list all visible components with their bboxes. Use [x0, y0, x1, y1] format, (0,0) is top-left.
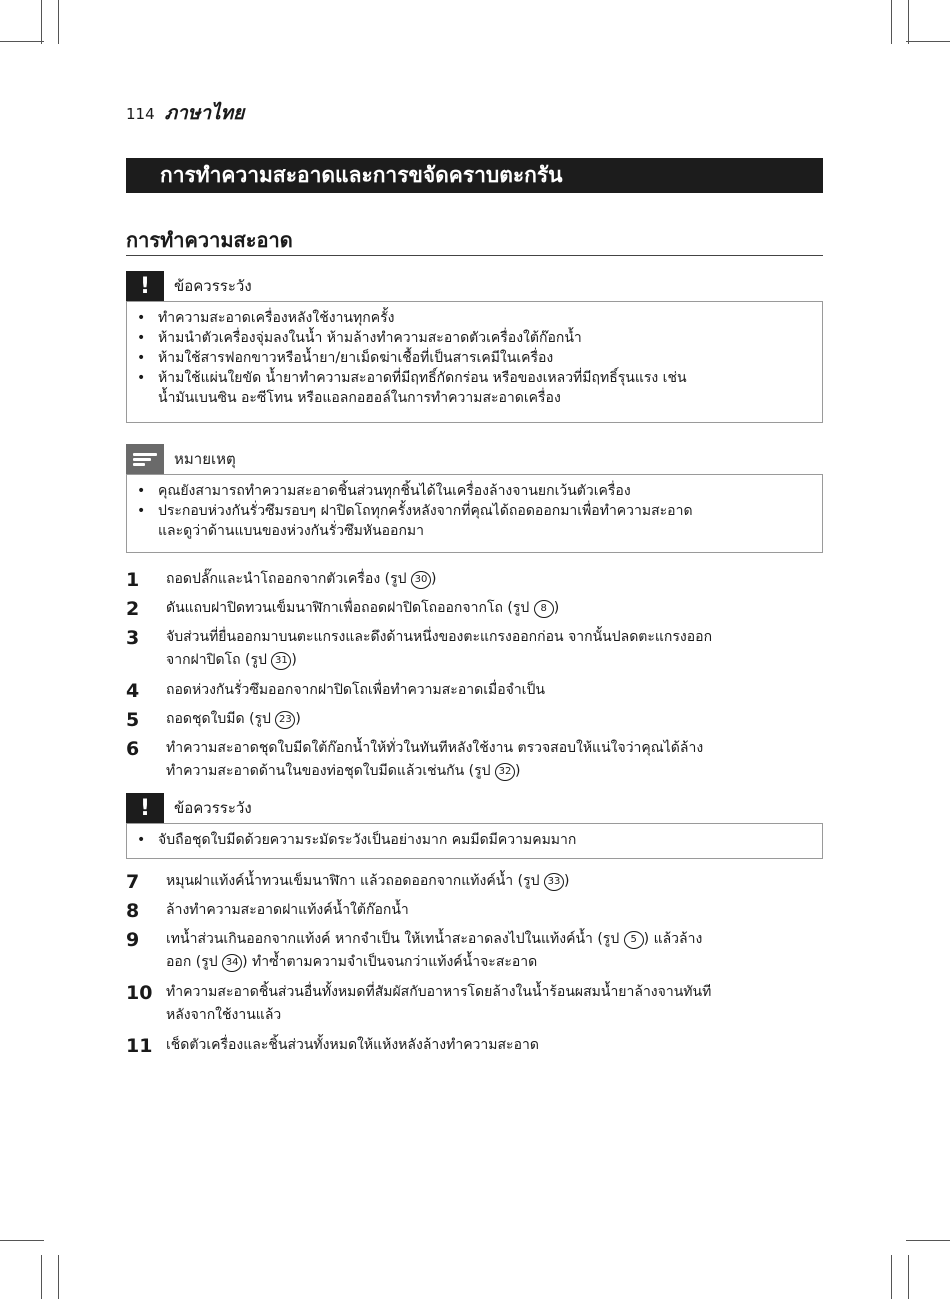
caution-label: ข้อควรระวัง — [174, 799, 252, 817]
step-number: 3 — [126, 627, 140, 649]
step-text: เช็ดตัวเครื่องและชิ้นส่วนทั้งหมดให้แห้งหลังล้างทำความสะอาด — [166, 1037, 539, 1053]
step-text: ทำความสะอาดชิ้นส่วนอื่นทั้งหมดที่สัมผัสกับอาหารโดยล้างในน้ำร้อนผสมน้ำยาล้างจานทันที หลังจากใช้งานแล้ว — [166, 984, 712, 1023]
caution-box — [126, 823, 823, 859]
list-item: • ห้ามใช้สารฟอกขาวหรือน้ำยา/ยาเม็ดฆ่าเชื้อที่เป็นสารเคมีในเครื่อง — [137, 348, 812, 368]
step-number: 7 — [126, 871, 140, 893]
subsection-title: การทำความสะอาด — [126, 226, 823, 256]
step-text: ถอดห่วงกันรั่วซึมออกจากฝาปิดโถเพื่อทำความสะอาดเมื่อจำเป็น — [166, 682, 545, 698]
step-number: 4 — [126, 680, 140, 702]
step-number: 6 — [126, 738, 140, 760]
step-text: เทน้ำส่วนเกินออกจากแท้งค์ หากจำเป็น ให้เทน้ำสะอาดลงไปในแท้งค์น้ำ (รูป 5 ) แล้วล้าง ออก (รูป 34 ) ทำซ้ำตามความจำเป็นจนกว่าแท้งค์น้ำจะสะอาด — [166, 931, 703, 970]
steps-list — [126, 870, 823, 1063]
step-item — [126, 597, 823, 626]
page-language: ภาษาไทย — [164, 102, 245, 124]
list-item: • ห้ามนำตัวเครื่องจุ่มลงในน้ำ ห้ามล้างทำความสะอาดตัวเครื่องใต้ก๊อกน้ำ — [137, 328, 812, 348]
caution-box — [126, 301, 823, 423]
list-item-continuation: น้ำมันเบนซิน อะซีโทน หรือแอลกอฮอล์ในการทำความสะอาดเครื่อง — [158, 390, 561, 406]
note-box — [126, 474, 823, 553]
step-number: 8 — [126, 900, 140, 922]
crop-mark — [908, 1255, 909, 1299]
note-icon — [126, 444, 164, 474]
step-item — [126, 679, 823, 708]
step-item — [126, 708, 823, 737]
crop-mark — [908, 0, 909, 44]
step-item — [126, 928, 823, 981]
step-text: จับส่วนที่ยื่นออกมาบนตะแกรงและดึงด้านหนึ่งของตะแกรงออกก่อน จากนั้นปลดตะแกรงออก จากฝาปิดโถ (รูป 31 ) — [166, 629, 713, 668]
list-item: • ทำความสะอาดเครื่องหลังใช้งานทุกครั้ง — [137, 308, 812, 328]
figure-ref: 8 — [534, 600, 554, 618]
step-item — [126, 870, 823, 899]
step-item — [126, 626, 823, 679]
figure-ref: 5 — [624, 931, 644, 949]
list-item-continuation: และดูว่าด้านแบนของห่วงกันรั่วซึมหันออกมา — [158, 523, 425, 539]
steps-list — [126, 568, 823, 790]
crop-mark — [41, 1255, 42, 1299]
figure-ref: 32 — [495, 763, 515, 781]
figure-ref: 33 — [544, 873, 564, 891]
exclamation-icon: ! — [126, 793, 164, 823]
crop-mark — [58, 0, 59, 44]
step-text: ทำความสะอาดชุดใบมีดใต้ก๊อกน้ำให้ทั่วในทันทีหลังใช้งาน ตรวจสอบให้แน่ใจว่าคุณได้ล้าง ทำความสะอาดด้านในของท่อชุดใบมีดแล้วเช่นกัน (รูป 32 ) — [166, 740, 704, 779]
step-number: 10 — [126, 982, 153, 1004]
step-number: 1 — [126, 569, 140, 591]
page-header — [126, 98, 244, 128]
step-item — [126, 737, 823, 790]
step-number: 5 — [126, 709, 140, 731]
crop-mark — [906, 41, 950, 42]
figure-ref: 23 — [275, 711, 295, 729]
exclamation-icon: ! — [126, 271, 164, 301]
step-item — [126, 899, 823, 928]
list-item: • ห้ามใช้แผ่นใยขัด น้ำยาทำความสะอาดที่มีฤทธิ์กัดกร่อน หรือของเหลวที่มีฤทธิ์รุนแรง เช่น — [137, 368, 812, 388]
caution-label-row — [126, 795, 252, 821]
step-text: ล้างทำความสะอาดฝาแท้งค์น้ำใต้ก๊อกน้ำ — [166, 902, 409, 918]
step-number: 2 — [126, 598, 140, 620]
note-label-row — [126, 446, 236, 472]
step-text: ถอดปลั๊กและนำโถออกจากตัวเครื่อง (รูป 30 ) — [166, 571, 437, 587]
caution-label: ข้อควรระวัง — [174, 277, 252, 295]
step-text: หมุนฝาแท้งค์น้ำทวนเข็มนาฬิกา แล้วถอดออกจากแท้งค์น้ำ (รูป 33 ) — [166, 873, 570, 889]
step-item — [126, 981, 823, 1034]
step-item — [126, 1034, 823, 1063]
caution-label-row — [126, 273, 252, 299]
step-item — [126, 568, 823, 597]
crop-mark — [41, 0, 42, 44]
step-number: 9 — [126, 929, 140, 951]
crop-mark — [906, 1240, 950, 1241]
crop-mark — [0, 41, 44, 42]
step-text: ดันแถบฝาปิดทวนเข็มนาฬิกาเพื่อถอดฝาปิดโถออกจากโถ (รูป 8 ) — [166, 600, 560, 616]
step-number: 11 — [126, 1035, 153, 1057]
crop-mark — [58, 1255, 59, 1299]
crop-mark — [891, 1255, 892, 1299]
crop-mark — [0, 1240, 44, 1241]
step-text: ถอดชุดใบมีด (รูป 23 ) — [166, 711, 301, 727]
list-item: • จับถือชุดใบมีดด้วยความระมัดระวังเป็นอย่างมาก คมมีดมีความคมมาก — [137, 830, 812, 850]
list-item: • ประกอบห่วงกันรั่วซึมรอบๆ ฝาปิดโถทุกครั้งหลังจากที่คุณได้ถอดออกมาเพื่อทำความสะอาด — [137, 501, 812, 521]
figure-ref: 30 — [411, 571, 431, 589]
figure-ref: 34 — [222, 954, 242, 972]
section-title: การทำความสะอาดและการขจัดคราบตะกรัน — [126, 158, 823, 193]
list-item: • คุณยังสามารถทำความสะอาดชิ้นส่วนทุกชิ้นได้ในเครื่องล้างจานยกเว้นตัวเครื่อง — [137, 481, 812, 501]
page-number: 114 — [126, 105, 155, 123]
figure-ref: 31 — [271, 652, 291, 670]
crop-mark — [891, 0, 892, 44]
note-label: หมายเหตุ — [174, 450, 236, 468]
